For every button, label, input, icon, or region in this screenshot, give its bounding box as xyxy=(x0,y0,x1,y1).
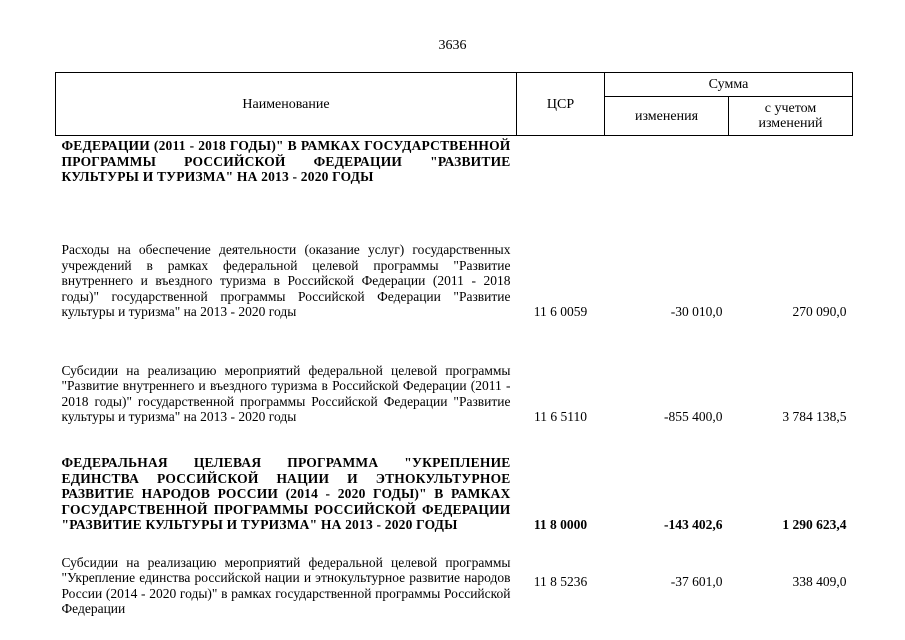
row-change: -30 010,0 xyxy=(670,304,723,319)
table-row xyxy=(56,198,853,320)
table-row xyxy=(56,533,853,617)
row-total: 338 409,0 xyxy=(792,573,847,589)
header-name: Наименование xyxy=(56,73,517,136)
header-change: изменения xyxy=(605,97,729,136)
row-total: 3 784 138,5 xyxy=(782,409,847,424)
row-csr: 11 6 0059 xyxy=(533,304,588,319)
row-csr: 11 8 5236 xyxy=(533,573,588,589)
row-total xyxy=(729,136,853,198)
row-csr: 11 6 5110 xyxy=(534,409,587,424)
table-row xyxy=(56,136,853,198)
row-name: ФЕДЕРАЦИИ (2011 - 2018 ГОДЫ)" В РАМКАХ ГОСУДАРСТВЕННОЙ ПРОГРАММЫ РОССИЙСКОЙ ФЕДЕРАЦИИ "РАЗВИТИЕ КУЛЬТУРЫ И ТУРИЗМА" НА 2013 - 2020 ГОДЫ xyxy=(61,138,511,184)
budget-table-wrapper xyxy=(55,72,852,617)
row-csr: 11 8 0000 xyxy=(533,517,588,532)
table-header xyxy=(56,73,853,136)
row-name: Субсидии на реализацию мероприятий федеральной целевой программы "Укрепление единства российской нации и этнокультурное развитие народов России (2014 - 2020 годы)" в рамках государственной программы Российской Федерации xyxy=(61,554,511,616)
budget-table xyxy=(55,72,853,617)
row-change: -855 400,0 xyxy=(664,409,723,424)
row-csr xyxy=(517,136,605,198)
table-body xyxy=(56,136,853,617)
table-row xyxy=(56,320,853,425)
row-name: Расходы на обеспечение деятельности (оказание услуг) государственных учреждений в рамках федеральной целевой программы "Развитие внутреннего и въездного туризма в Российской Федерации (2011 - 2018 годы)" государственной программы Российской Федерации "Развитие культуры и туризма" на 2013 - 2020 годы xyxy=(61,242,511,319)
row-change: -37 601,0 xyxy=(670,573,723,589)
header-sum: Сумма xyxy=(605,73,853,97)
header-total: с учетом изменений xyxy=(729,97,853,136)
header-csr: ЦСР xyxy=(517,73,605,136)
table-row xyxy=(56,425,853,533)
row-change: -143 402,6 xyxy=(664,517,723,532)
row-total: 270 090,0 xyxy=(792,304,847,319)
row-total: 1 290 623,4 xyxy=(782,517,847,532)
page-number: 3636 xyxy=(438,38,467,53)
row-change xyxy=(605,136,729,198)
row-name: Субсидии на реализацию мероприятий федеральной целевой программы "Развитие внутреннего и въездного туризма в Российской Федерации (2011 - 2018 годы)" государственной программы Российской Федерации "Развитие культуры и туризма" на 2013 - 2020 годы xyxy=(61,362,511,424)
row-name: ФЕДЕРАЛЬНАЯ ЦЕЛЕВАЯ ПРОГРАММА "УКРЕПЛЕНИЕ ЕДИНСТВА РОССИЙСКОЙ НАЦИИ И ЭТНОКУЛЬТУРНОЕ РАЗВИТИЕ НАРОДОВ РОССИИ (2014 - 2020 ГОДЫ)" В РАМКАХ ГОСУДАРСТВЕННОЙ ПРОГРАММЫ РОССИЙСКОЙ ФЕДЕРАЦИИ "РАЗВИТИЕ КУЛЬТУРЫ И ТУРИЗМА" НА 2013 - 2020 ГОДЫ xyxy=(61,455,511,532)
